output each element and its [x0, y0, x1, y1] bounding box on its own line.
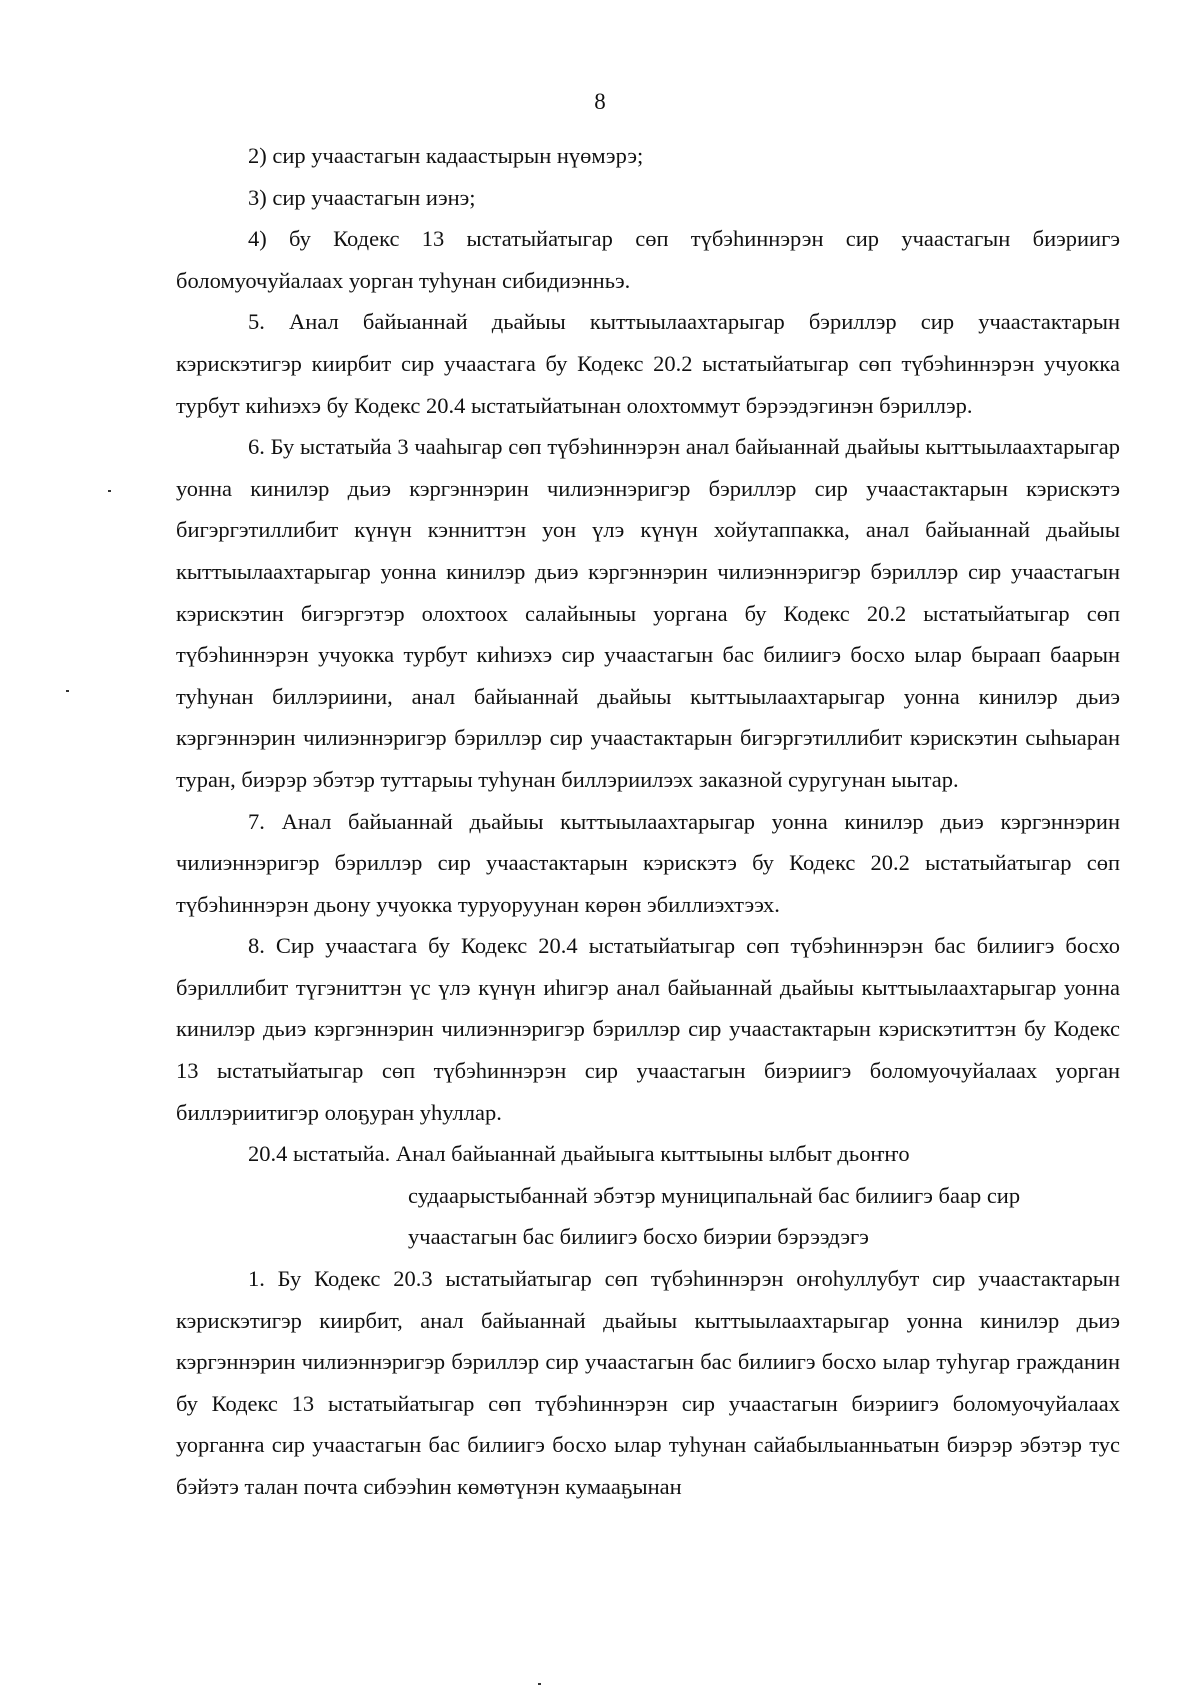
article-heading-line-3: учаастагын бас билиигэ босхо биэрии бэрээдэгэ: [408, 1224, 869, 1250]
paragraph-6: 6. Бу ыстатыйа 3 чааһыгар сөп түбэһиннэрэн анал байыаннай дьайыы кыттыылаахтарыгар уонна кинилэр дьиэ кэргэннэрин чилиэннэригэр бэриллэр сир учаастактарын кэрискэтэ бигэргэтиллибит күнүн кэнниттэн уон үлэ күнүн хойутаппакка, анал байыаннай дьайыы кыттыылаахтарыгар уонна кинилэр дьиэ кэргэннэрин чилиэннэригэр бэриллэр сир учаастагын кэрискэтин бигэргэтэр олохтоох салайыныы уоргана бу Кодекс 20.2 ыстатыйатыгар сөп түбэһиннэрэн учуокка турбут киһиэхэ сир учаастагын бас билиигэ босхо ылар быраап баарын туһунан биллэриини, анал байыаннай дьайыы кыттыылаахтарыгар уонна кинилэр дьиэ кэргэннэрин чилиэннэригэр бэриллэр сир учаастактарын бигэргэтиллибит кэрискэтин сыһыаран туран, биэрэр эбэтэр туттарыы туһунан биллэриилээх заказной суругунан ыытар.: [176, 434, 1120, 792]
list-item-2: 2) сир учаастагын кадаастырын нүөмэрэ;: [248, 143, 644, 168]
article-heading-line-1: 20.4 ыстатыйа. Анал байыаннай дьайыыга кыттыыны ылбыт дьоҥҥо: [248, 1141, 910, 1167]
scan-speck: [108, 490, 111, 492]
article-paragraph-1: 1. Бу Кодекс 20.3 ыстатыйатыгар сөп түбэһиннэрэн оҥоһуллубут сир учаастактарын кэрискэтигэр киирбит, анал байыаннай дьайыы кыттыылаахтарыгар уонна кинилэр дьиэ кэргэннэрин чилиэннэригэр бэриллэр сир учаастагын бас билиигэ босхо ылар туһугар гражданин бу Кодекс 13 ыстатыйатыгар сөп түбэһиннэрэн сир учаастагын биэриигэ боломуочуйалаах уорганҥа сир учаастагын бас билиигэ босхо ылар туһунан сайабылыанньатын биэрэр эбэтэр тус бэйэтэ талан почта сибээһин көмөтүнэн кумааҕынан: [176, 1266, 1120, 1499]
document-body: [176, 135, 1120, 1508]
list-item-4: 4) бу Кодекс 13 ыстатыйатыгар сөп түбэһиннэрэн сир учаастагын биэриигэ боломуочуйалаах уорган туһунан сибидиэнньэ.: [176, 226, 1120, 293]
scan-speck: [66, 690, 69, 692]
paragraph-8: 8. Сир учаастага бу Кодекс 20.4 ыстатыйатыгар сөп түбэһиннэрэн бас билиигэ босхо бэриллибит түгэниттэн үс үлэ күнүн иһигэр анал байыаннай дьайыы кыттыылаахтарыгар уонна кинилэр дьиэ кэргэннэрин чилиэннэригэр бэриллэр сир учаастактарын кэрискэтиттэн бу Кодекс 13 ыстатыйатыгар сөп түбэһиннэрэн сир учаастагын биэриигэ боломуочуйалаах уорган биллэриитигэр олоҕуран уһуллар.: [176, 933, 1120, 1125]
paragraph-5: 5. Анал байыаннай дьайыы кыттыылаахтарыгар бэриллэр сир учаастактарын кэрискэтигэр киирбит сир учаастага бу Кодекс 20.2 ыстатыйатыгар сөп түбэһиннэрэн учуокка турбут киһиэхэ бу Кодекс 20.4 ыстатыйатынан олохтоммут бэрээдэгинэн бэриллэр.: [176, 309, 1120, 418]
article-heading-line-2: судаарыстыбаннай эбэтэр муниципальнай бас билиигэ баар сир: [408, 1182, 1021, 1208]
page-number: 8: [594, 89, 606, 114]
scan-speck: [538, 1683, 541, 1685]
list-item-3: 3) сир учаастагын иэнэ;: [248, 184, 476, 210]
paragraph-7: 7. Анал байыаннай дьайыы кыттыылаахтарыгар уонна кинилэр дьиэ кэргэннэрин чилиэннэригэр бэриллэр сир учаастактарын кэрискэтэ бу Кодекс 20.2 ыстатыйатыгар сөп түбэһиннэрэн дьону учуокка туруоруунан көрөн эбиллиэхтээх.: [176, 808, 1120, 917]
